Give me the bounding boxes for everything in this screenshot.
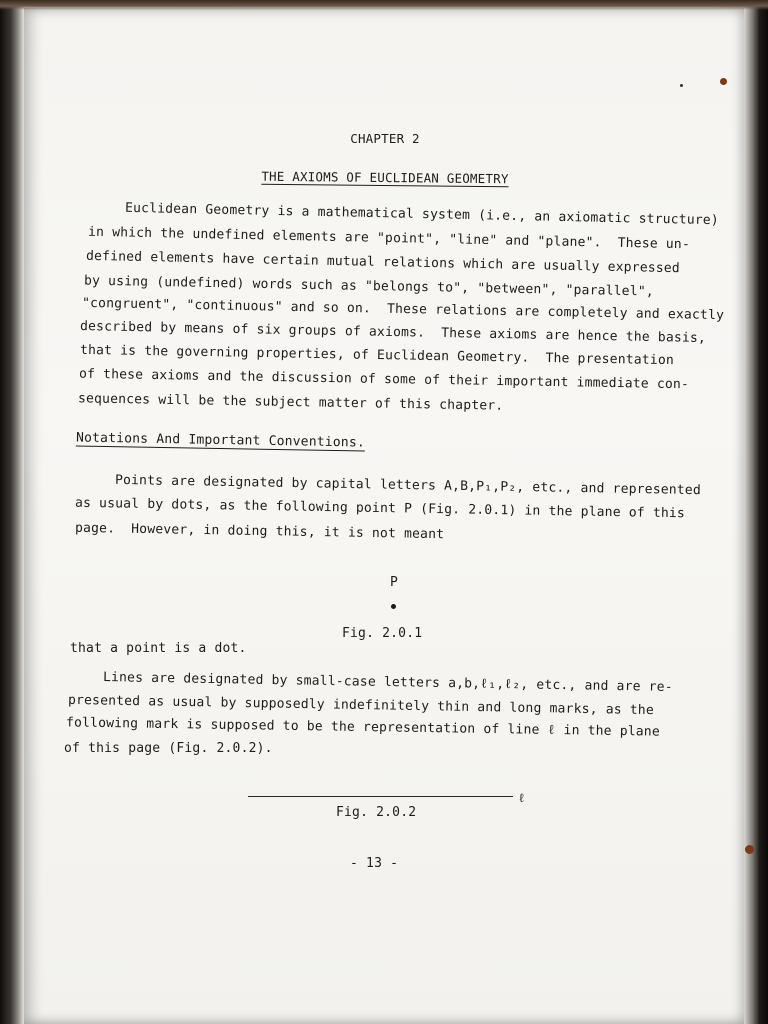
stain-speck bbox=[745, 845, 754, 854]
paragraph-line: Lines are designated by small-case letters a,b,ℓ₁,ℓ₂, etc., and are re- bbox=[102, 670, 673, 695]
section-heading: Notations And Important Conventions. bbox=[75, 430, 366, 451]
paragraph-line: defined elements have certain mutual relations which are usually expressed bbox=[85, 248, 681, 277]
chapter-label: CHAPTER 2 bbox=[350, 131, 420, 146]
paragraph-line: of these axioms and the discussion of some of their important immediate con- bbox=[78, 366, 690, 393]
paragraph-line: "congruent", "continuous" and so on. These relations are completely and exactly bbox=[81, 295, 725, 324]
page-title: THE AXIOMS OF EUCLIDEAN GEOMETRY bbox=[261, 168, 509, 187]
book-spine bbox=[0, 0, 24, 1024]
paragraph-line: described by means of six groups of axioms. These axioms are hence the basis, bbox=[79, 318, 707, 347]
stain-speck bbox=[680, 84, 683, 87]
stain-speck bbox=[720, 78, 727, 85]
page-number: - 13 - bbox=[350, 856, 399, 871]
paragraph-line: Points are designated by capital letters A,B,P₁,P₂, etc., and represented bbox=[114, 472, 702, 499]
paragraph-line: sequences will be the subject matter of this chapter. bbox=[77, 391, 504, 414]
paragraph-line: by using (undefined) words such as "belongs to", "between", "parallel", bbox=[83, 273, 654, 300]
figure-caption: Fig. 2.0.2 bbox=[336, 805, 417, 820]
figure-caption: Fig. 2.0.1 bbox=[342, 626, 423, 641]
point-label: P bbox=[390, 575, 399, 590]
line-label: ℓ bbox=[518, 791, 526, 805]
paragraph-line: as usual by dots, as the following point P (Fig. 2.0.1) in the plane of this bbox=[74, 495, 686, 522]
paragraph-line: that a point is a dot. bbox=[70, 641, 247, 656]
paragraph-line: page. However, in doing this, it is not meant bbox=[74, 520, 445, 543]
point-dot bbox=[391, 604, 396, 609]
page-right-edge bbox=[744, 0, 768, 1024]
line-mark bbox=[248, 796, 513, 797]
paragraph-line: of this page (Fig. 2.0.2). bbox=[64, 741, 273, 756]
paragraph-line: presented as usual by supposedly indefinitely thin and long marks, as the bbox=[67, 692, 655, 719]
paragraph-line: that is the governing properties, of Euclidean Geometry. The presentation bbox=[79, 342, 675, 369]
page-top-edge bbox=[0, 0, 768, 10]
paragraph-line: Euclidean Geometry is a mathematical system (i.e., an axiomatic structure) bbox=[124, 200, 720, 229]
paragraph-line: in which the undefined elements are "point", "line" and "plane". These un- bbox=[87, 224, 691, 253]
paragraph-line: following mark is supposed to be the representation of line ℓ in the plane bbox=[65, 715, 661, 740]
